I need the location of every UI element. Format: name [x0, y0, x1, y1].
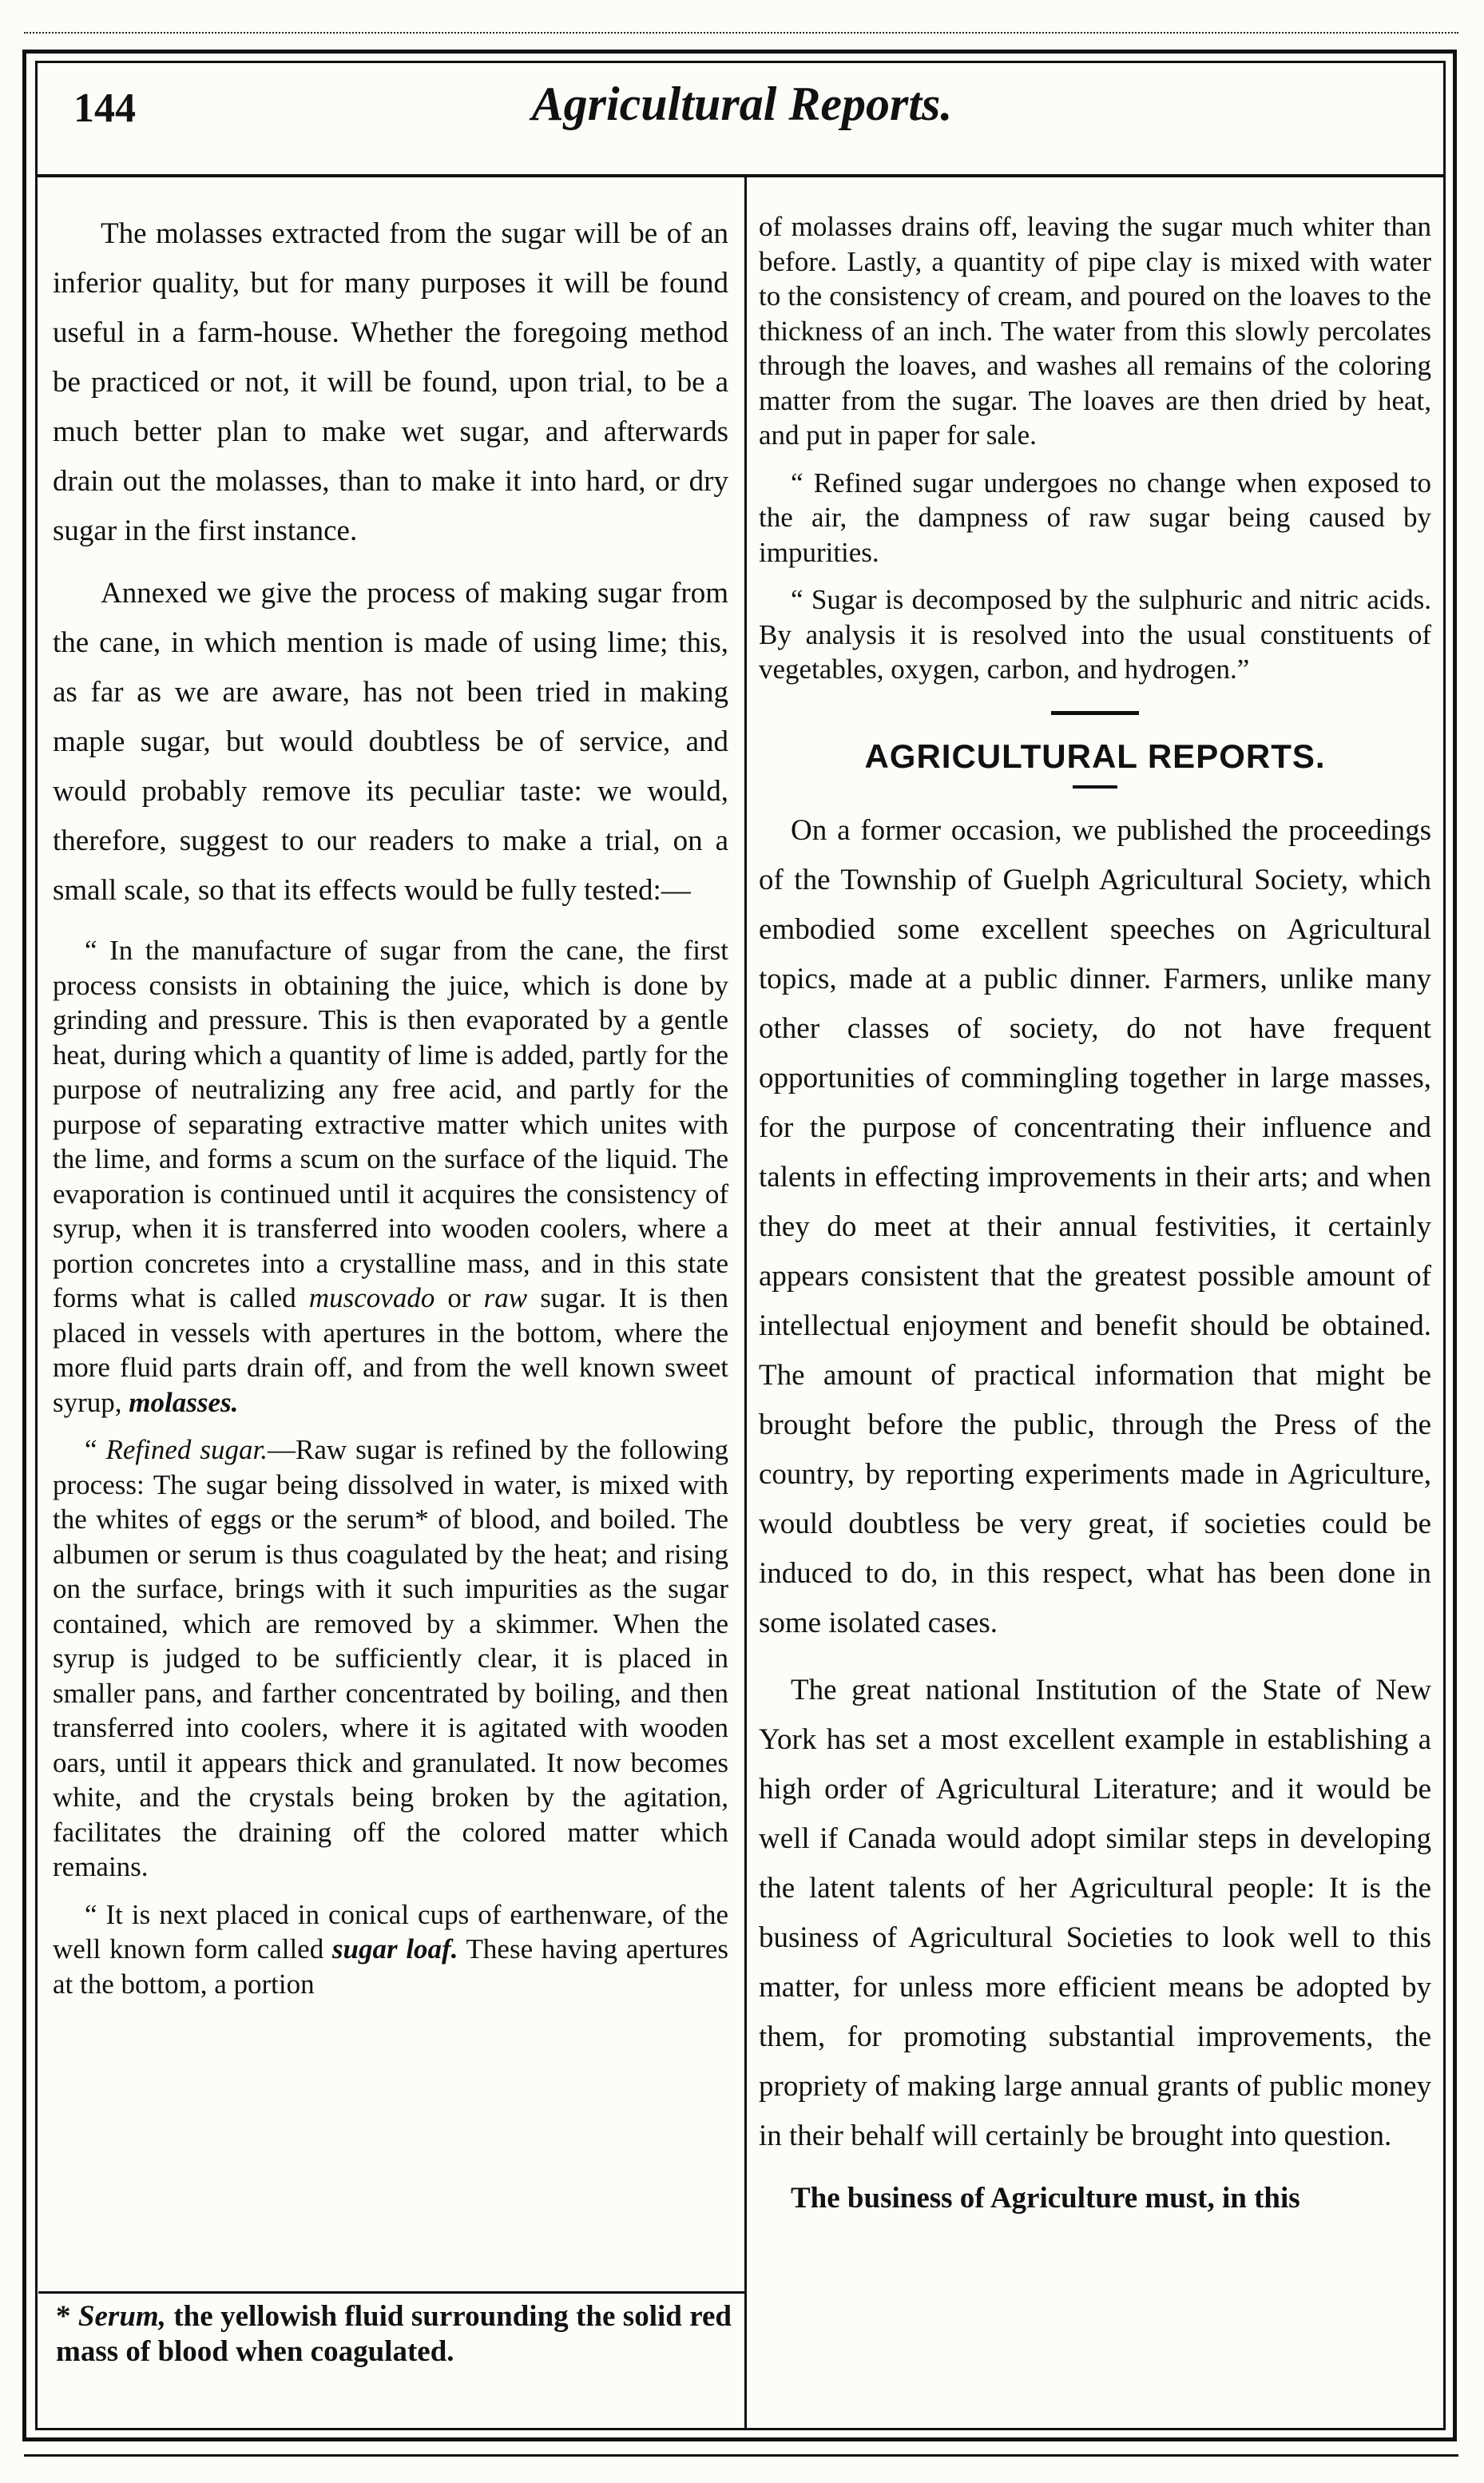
- quote-sugar-loaf: “ It is next placed in conical cups of earthenware, of the well known form called sugar loaf. These having apertures at the bottom, a portion: [53, 1898, 729, 2000]
- footnote-rule: [38, 2291, 744, 2294]
- bottom-edge-line: [24, 2454, 1458, 2457]
- running-title: Agricultural Reports.: [531, 77, 953, 130]
- right-column: [759, 209, 1431, 2223]
- page-number: 144: [73, 85, 136, 131]
- right-continuation-1: of molasses drains off, leaving the sugar much whiter than before. Lastly, a quantity of pipe clay is mixed with water to the consistency of cream, and poured on the loaves to the thickness of an inch. The water from this slowly percolates through the loaves, and washes all remains of the coloring matter from the sugar. The loaves are then dried by heat, and put in paper for sale.: [759, 211, 1431, 451]
- section-heading: AGRICULTURAL REPORTS.: [864, 737, 1326, 775]
- right-paragraph-2: The great national Institution of the State of New York has set a most excellent example in establishing a high order of Agricultural Literature; and it would be well if Canada would adopt similar steps in developing the latent talents of her Agricultural people: It is the business of Agricultural Societies to look well to this matter, for unless more efficient means be adopted by them, for promoting substantial improvements, the propriety of making large annual grants of public money in their behalf will certainly be brought into question.: [759, 1673, 1431, 2152]
- right-continuation-3: “ Sugar is decomposed by the sulphuric and nitric acids. By analysis it is resolved into the usual constituents of vegetables, oxygen, carbon, and hydrogen.”: [759, 584, 1431, 685]
- left-paragraph-1: The molasses extracted from the sugar will be of an inferior quality, but for many purposes it will be found useful in a farm-house. Whether the foregoing method be practiced or not, it will be found, upon trial, to be a much better plan to make wet sugar, and afterwards drain out the molasses, than to make it into hard, or dry sugar in the first instance.: [53, 217, 728, 547]
- right-continuation-2: “ Refined sugar undergoes no change when exposed to the air, the dampness of raw sugar being caused by impurities.: [759, 467, 1431, 568]
- right-paragraph-1: On a former occasion, we published the proceedings of the Township of Guelph Agricultural Society, which embodied some excellent speeches on Agricultural topics, made at a public dinner. Farmers, unlike many other classes of society, do not have frequent opportunities of commingling together in large masses, for the purpose of concentrating their influence and talents in effecting improvements in their arts; and when they do meet at their annual festivities, it certainly appears consistent that the greatest possible amount of intellectual enjoyment and benefit should be obtained. The amount of practical information that might be brought before the public, through the Press of the country, by reporting experiments made in Agriculture, would doubtless be very great, if societies could be induced to do, in this respect, what has been done in some isolated cases.: [759, 813, 1431, 1639]
- quote-sugar-cane: “ In the manufacture of sugar from the cane, the first process consists in obtaining the juice, which is done by grinding and pressure. This is then evaporated by a gentle heat, during which a quantity of lime is added, partly for the purpose of neutralizing any free acid, and partly for the purpose of separating extractive matter which unites with the lime, and forms a scum on the surface of the liquid. The evaporation is continued until it acquires the consistency of syrup, when it is transferred into wooden coolers, where a portion concretes into a crystalline mass, and in this state forms what is called muscovado or raw sugar. It is then placed in vessels with apertures in the bottom, where the more fluid parts drain off, and from the well known sweet syrup, molasses.: [53, 935, 729, 1418]
- column-divider: [744, 177, 747, 2430]
- left-paragraph-2: Annexed we give the process of making sugar from the cane, in which mention is made of using lime; this, as far as we are aware, has not been tried in making maple sugar, but would doubtless be of service, and would probably remove its peculiar taste: we would, therefore, suggest to our readers to make a trial, on a small scale, so that its effects would be fully tested:—: [53, 577, 728, 907]
- top-edge-line: [24, 32, 1458, 34]
- quote-refined-sugar: “ Refined sugar.—Raw sugar is refined by the following process: The sugar being dissolved in water, is mixed with the whites of eggs or the serum* of blood, and boiled. The albumen or serum is thus coagulated by the heat; and rising on the surface, brings with it such impurities as the sugar contained, which are removed by a skimmer. When the syrup is judged to be sufficiently clear, it is placed in smaller pans, and farther concentrated by boiling, and then transferred into coolers, where it is agitated with wooden oars, until it appears thick and granulated. It now becomes white, and the crystals being broken by the agitation, facilitates the draining off the colored matter which remains.: [53, 1434, 729, 1882]
- section-separator-rule: [1051, 711, 1139, 715]
- left-column: [53, 209, 728, 2001]
- header-rule: [35, 174, 1446, 177]
- heading-underline: [1073, 785, 1117, 789]
- footnote: * Serum, the yellowish fluid surrounding the solid red mass of blood when coagulated.: [56, 2300, 732, 2368]
- right-paragraph-3: The business of Agriculture must, in this: [791, 2181, 1300, 2215]
